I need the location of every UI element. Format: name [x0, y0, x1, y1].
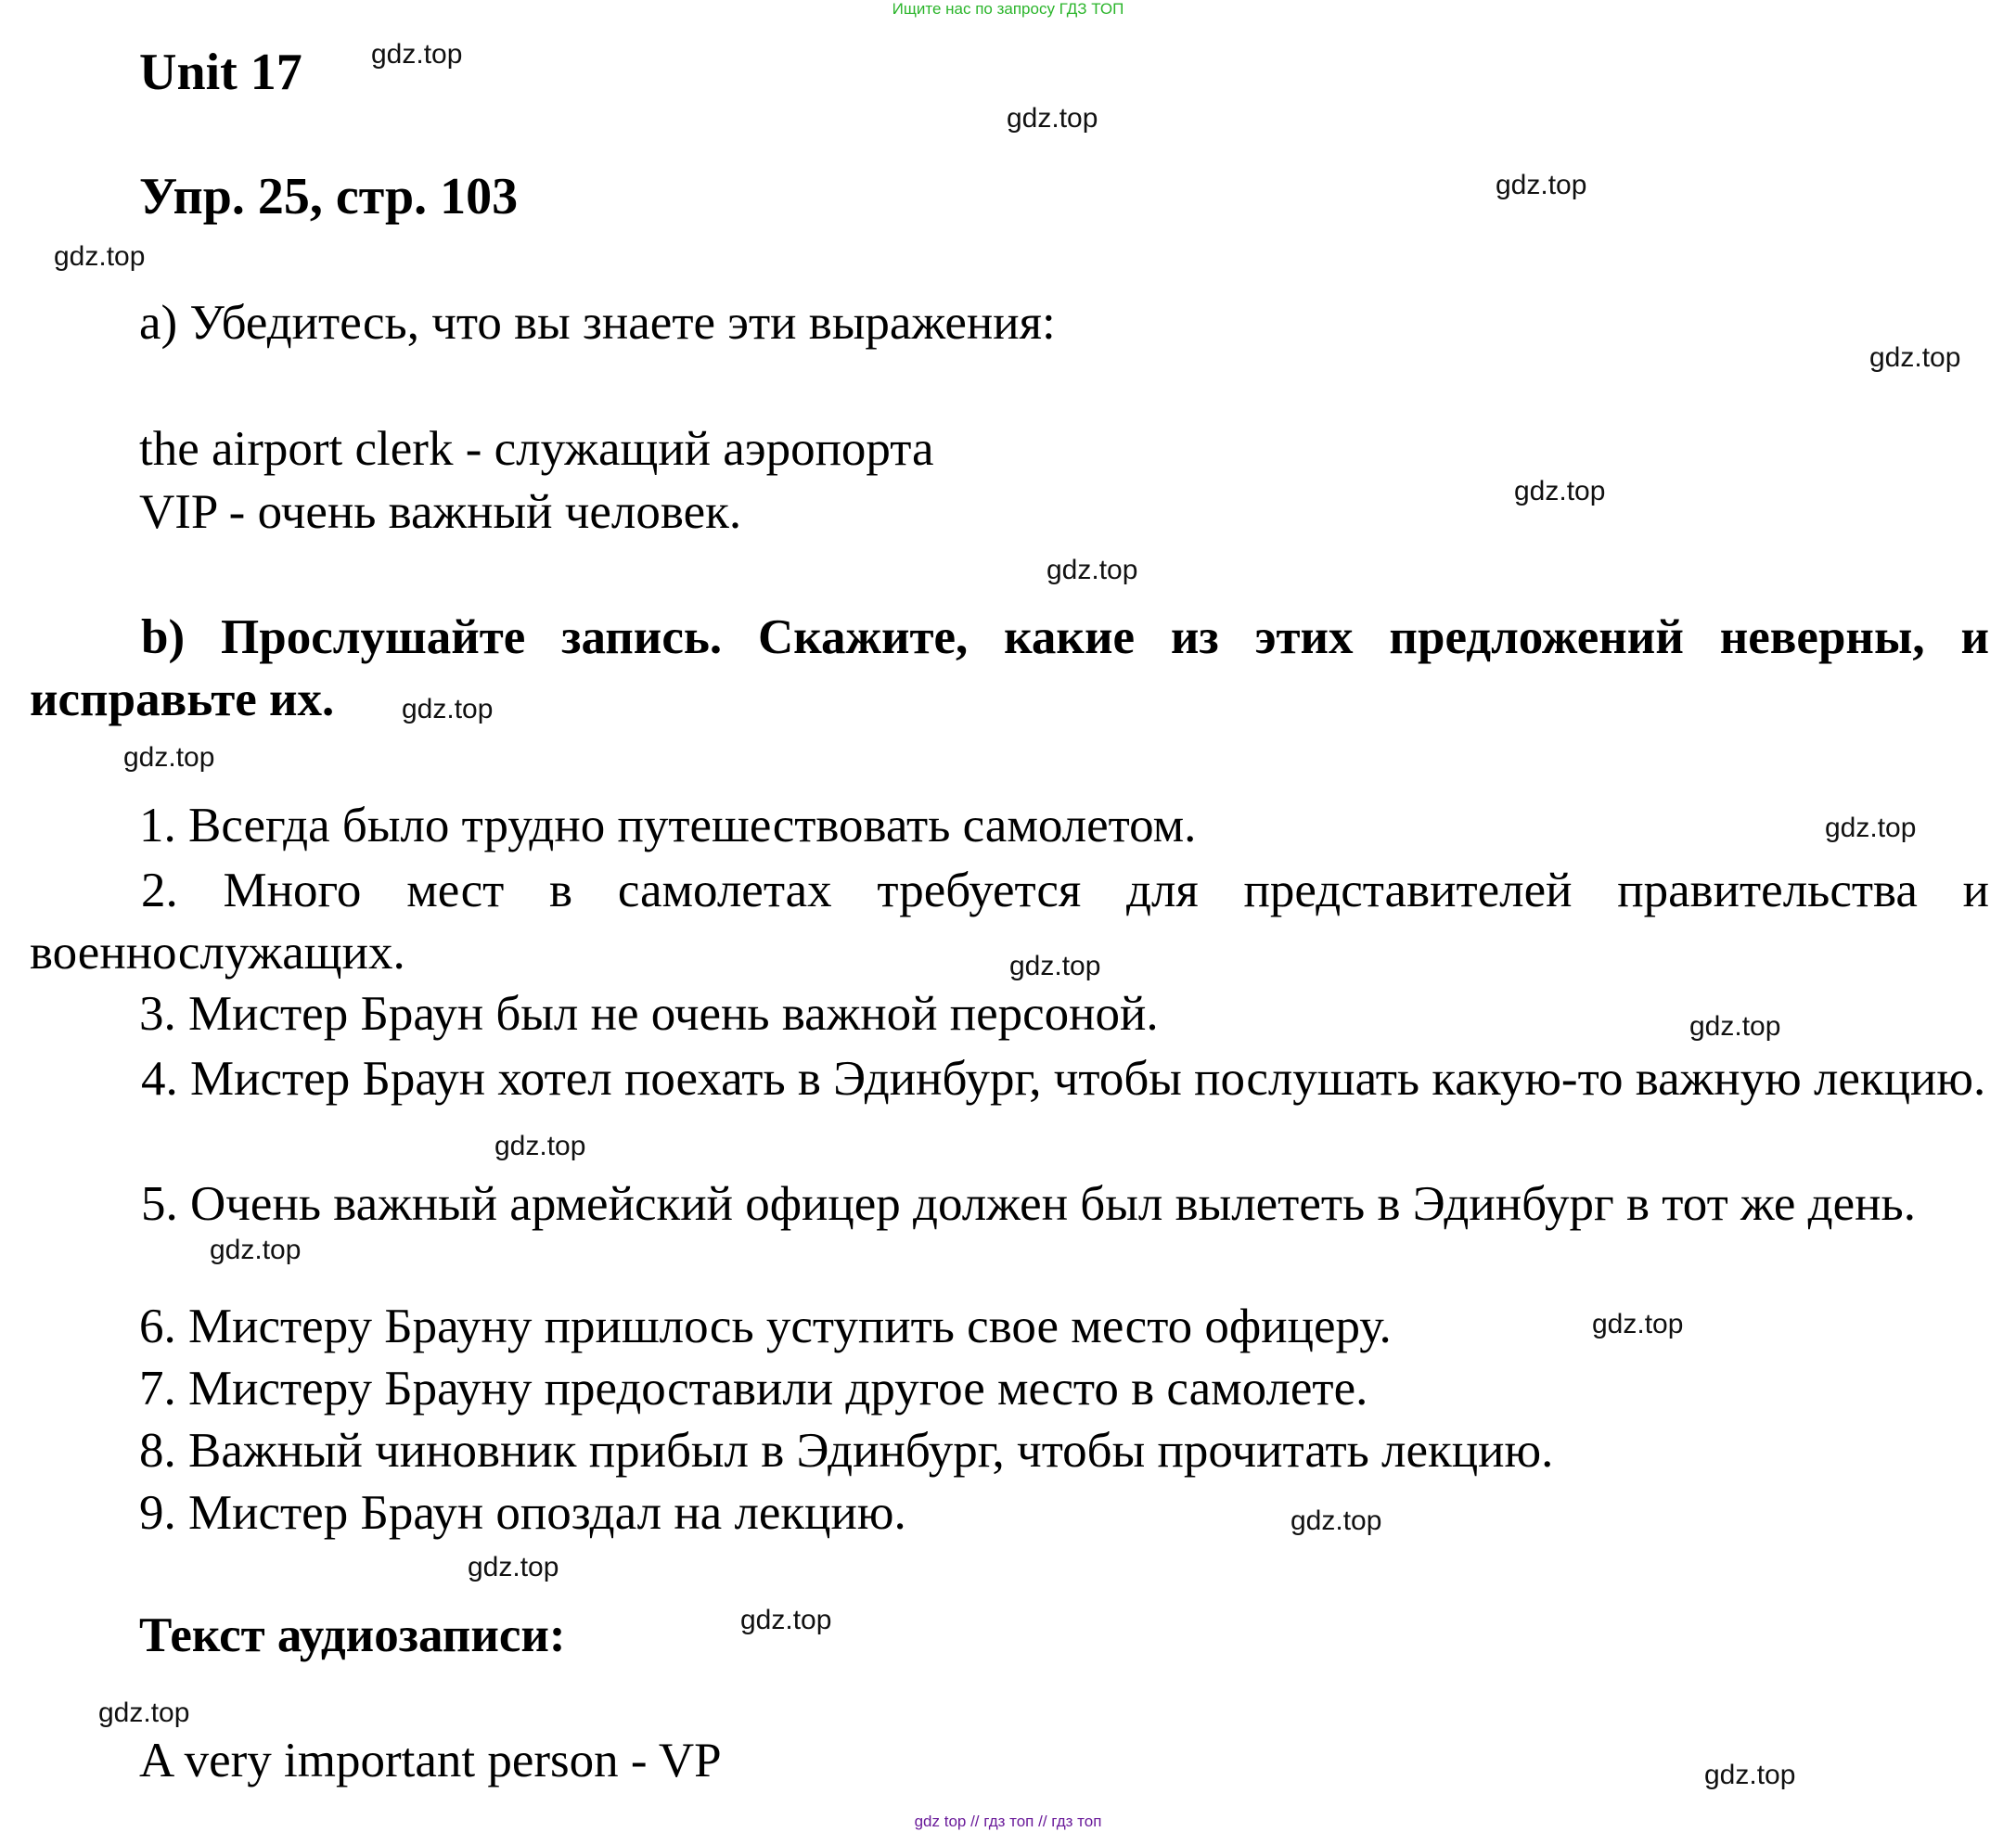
watermark: gdz.top	[1007, 103, 1098, 134]
watermark: gdz.top	[1290, 1505, 1382, 1536]
audio-first-line: A very important person - VP	[139, 1734, 722, 1787]
watermark: gdz.top	[1047, 555, 1138, 585]
top-banner: Ищите нас по запросу ГДЗ ТОП	[892, 0, 1124, 18]
watermark: gdz.top	[1514, 476, 1606, 506]
statement-item: 8. Важный чиновник прибыл в Эдинбург, чтобы прочитать лекцию.	[139, 1424, 1554, 1478]
watermark: gdz.top	[54, 241, 146, 272]
watermark: gdz.top	[1592, 1309, 1684, 1339]
part-b-instruction: b) Прослушайте запись. Скажите, какие из этих предложений неверны, и исправьте их.	[30, 610, 1989, 726]
watermark: gdz.top	[468, 1552, 559, 1582]
statement-item: 3. Мистер Браун был не очень важной персоной.	[139, 987, 1159, 1041]
statement-item: 1. Всегда было трудно путешествовать самолетом.	[139, 799, 1197, 852]
part-a-instruction: a) Убедитесь, что вы знаете эти выражения:	[139, 296, 1056, 350]
watermark: gdz.top	[402, 694, 494, 724]
exercise-heading: Упр. 25, стр. 103	[139, 168, 519, 225]
watermark: gdz.top	[371, 39, 463, 70]
bottom-banner: gdz top // гдз топ // гдз топ	[914, 1813, 1102, 1830]
watermark: gdz.top	[210, 1235, 302, 1265]
statement-item: 2. Много мест в самолетах требуется для представителей правительства и военнослужащих.	[30, 864, 1989, 980]
statement-item: 4. Мистер Браун хотел поехать в Эдинбург, чтобы послушать какую-то важную лекцию.	[141, 1052, 1986, 1106]
statement-item: 9. Мистер Браун опоздал на лекцию.	[139, 1486, 906, 1540]
watermark: gdz.top	[1825, 813, 1917, 843]
watermark: gdz.top	[494, 1131, 586, 1161]
expression-item: the airport clerk - служащий аэропорта	[139, 422, 934, 476]
watermark: gdz.top	[1869, 342, 1961, 373]
watermark: gdz.top	[123, 742, 215, 773]
statement-item: 5. Очень важный армейский офицер должен был вылететь в Эдинбург в тот же день.	[141, 1177, 1916, 1231]
watermark: gdz.top	[740, 1605, 832, 1635]
unit-title: Unit 17	[139, 44, 302, 101]
watermark: gdz.top	[1009, 951, 1101, 981]
expression-item: VIP - очень важный человек.	[139, 485, 742, 539]
watermark: gdz.top	[1689, 1011, 1781, 1042]
watermark: gdz.top	[1496, 170, 1587, 200]
watermark: gdz.top	[98, 1697, 190, 1728]
watermark: gdz.top	[1704, 1760, 1796, 1790]
statement-item: 7. Мистеру Брауну предоставили другое место в самолете.	[139, 1362, 1368, 1416]
statement-item: 6. Мистеру Брауну пришлось уступить свое место офицеру.	[139, 1300, 1392, 1353]
audio-heading: Текст аудиозаписи:	[139, 1608, 566, 1662]
